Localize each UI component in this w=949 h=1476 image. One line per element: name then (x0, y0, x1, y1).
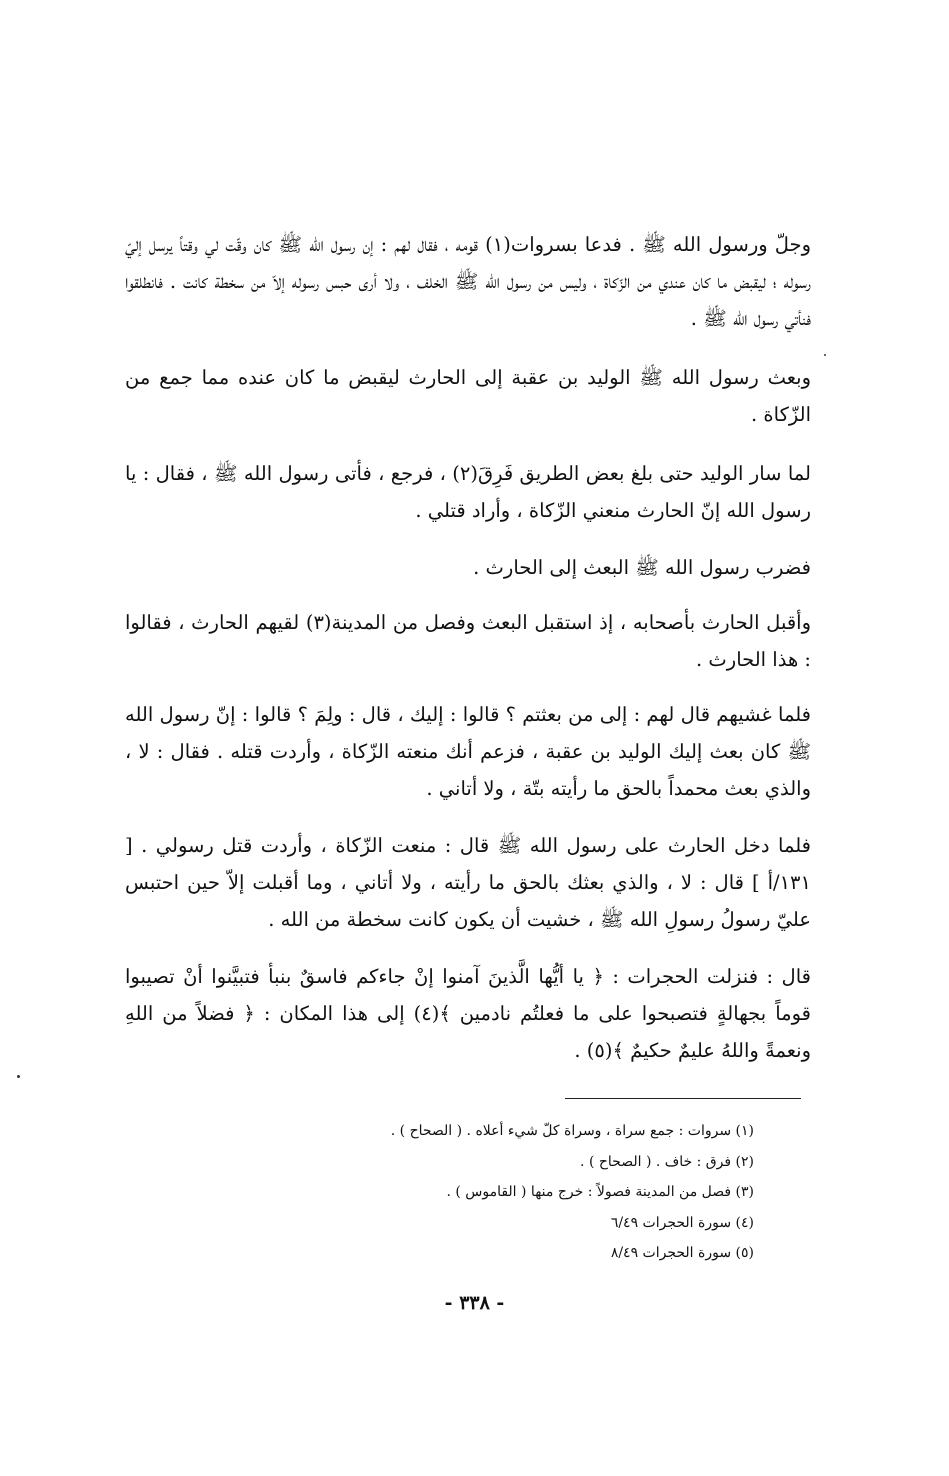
paragraph-4: فضرب رسول الله ﷺ البعث إلى الحارث . (473, 556, 811, 579)
footnotes-list (274, 1116, 754, 1269)
paragraph-6: فلما غشيهم قال لهم : إلى من بعثتم ؟ قالوا : إليك ، قال : ولِمَ ؟ قالوا : إنّ رسول الله ﷺ كان بعث إليك الوليد بن عقبة ، فزعم أنك منعته الزّكاة ، وأردت قتله . فقال : لا ، والذي بعث محمداً بالحق ما رأيته بتّة ، ولا أتاني . (125, 703, 811, 800)
scan-speck (17, 1075, 20, 1078)
main-text (125, 226, 811, 1069)
scan-speck (824, 354, 826, 356)
footnote-1: (١) سروات : جمع سراة ، وسراة كلّ شيء أعلاه . ( الصحاح ) . (390, 1123, 754, 1139)
paragraph-2: وبعث رسول الله ﷺ الوليد بن عقبة إلى الحارث ليقبض ما كان عنده مما جمع من الزّكاة . (125, 366, 811, 426)
footnote-2: (٢) فرق : خاف . ( الصحاح ) . (580, 1153, 754, 1170)
footnote-4: (٤) سورة الحجرات ٦/٤٩ (610, 1214, 754, 1231)
paragraph-5: وأقبل الحارث بأصحابه ، إذ استقبل البعث وفصل من المدينة(٣) لقيهم الحارث ، فقالوا : هذا الحارث . (125, 611, 811, 671)
paragraph-3: لما سار الوليد حتى بلغ بعض الطريق فَرِقَ(٢) ، فرجع ، فأتى رسول الله ﷺ ، فقال : يا رسول الله إنّ الحارث منعني الزّكاة ، وأراد قتلي . (125, 462, 811, 522)
page-number: - ٣٣٨ - (444, 1292, 505, 1314)
footnote-3: (٣) فصل من المدينة فصولاً : خرج منها ( القاموس ) . (446, 1184, 754, 1200)
footnote-5: (٥) سورة الحجرات ٨/٤٩ (610, 1245, 754, 1261)
paragraph-8: قال : فنزلت الحجرات : ﴿ يا أيُّها الَّذينَ آمنوا إنْ جاءكم فاسقٌ بنبأ فتبيَّنوا أنْ تصيبوا قوماً بجهالةٍ فتصبحوا على ما فعلتُم نادمين ﴾(٤) إلى هذا المكان : ﴿ فضلاً من اللهِ ونعمةً واللهُ عليمٌ حكيمٌ ﴾(٥) . (125, 965, 811, 1062)
paragraph-7: فلما دخل الحارث على رسول الله ﷺ قال : منعت الزّكاة ، وأردت قتل رسولي . [ ١٣١/أ ] قال : لا ، والذي بعثك بالحق ما رأيته ، ولا أتاني ، وما أقبلت إلاّ حين احتبس عليّ رسولُ رسولِ الله ﷺ ، خشيت أن يكون كانت سخطة من الله . (125, 834, 811, 931)
paragraph-1: وجلّ ورسول الله ﷺ . فدعا بسروات(١) قومه ، فقال لهم : إن رسول الله ﷺ كان وقّت لي وقتاً يرسل إليّ رسوله ؛ ليقبض ما كان عندي من الزّكاة ، وليس من رسول الله ﷺ الخلف ، ولا أرى حبس رسوله إلاّ من سخطة كانت . فانطلقوا فنأتي رسول الله ﷺ . (125, 233, 812, 330)
footnote-divider (565, 1098, 801, 1099)
